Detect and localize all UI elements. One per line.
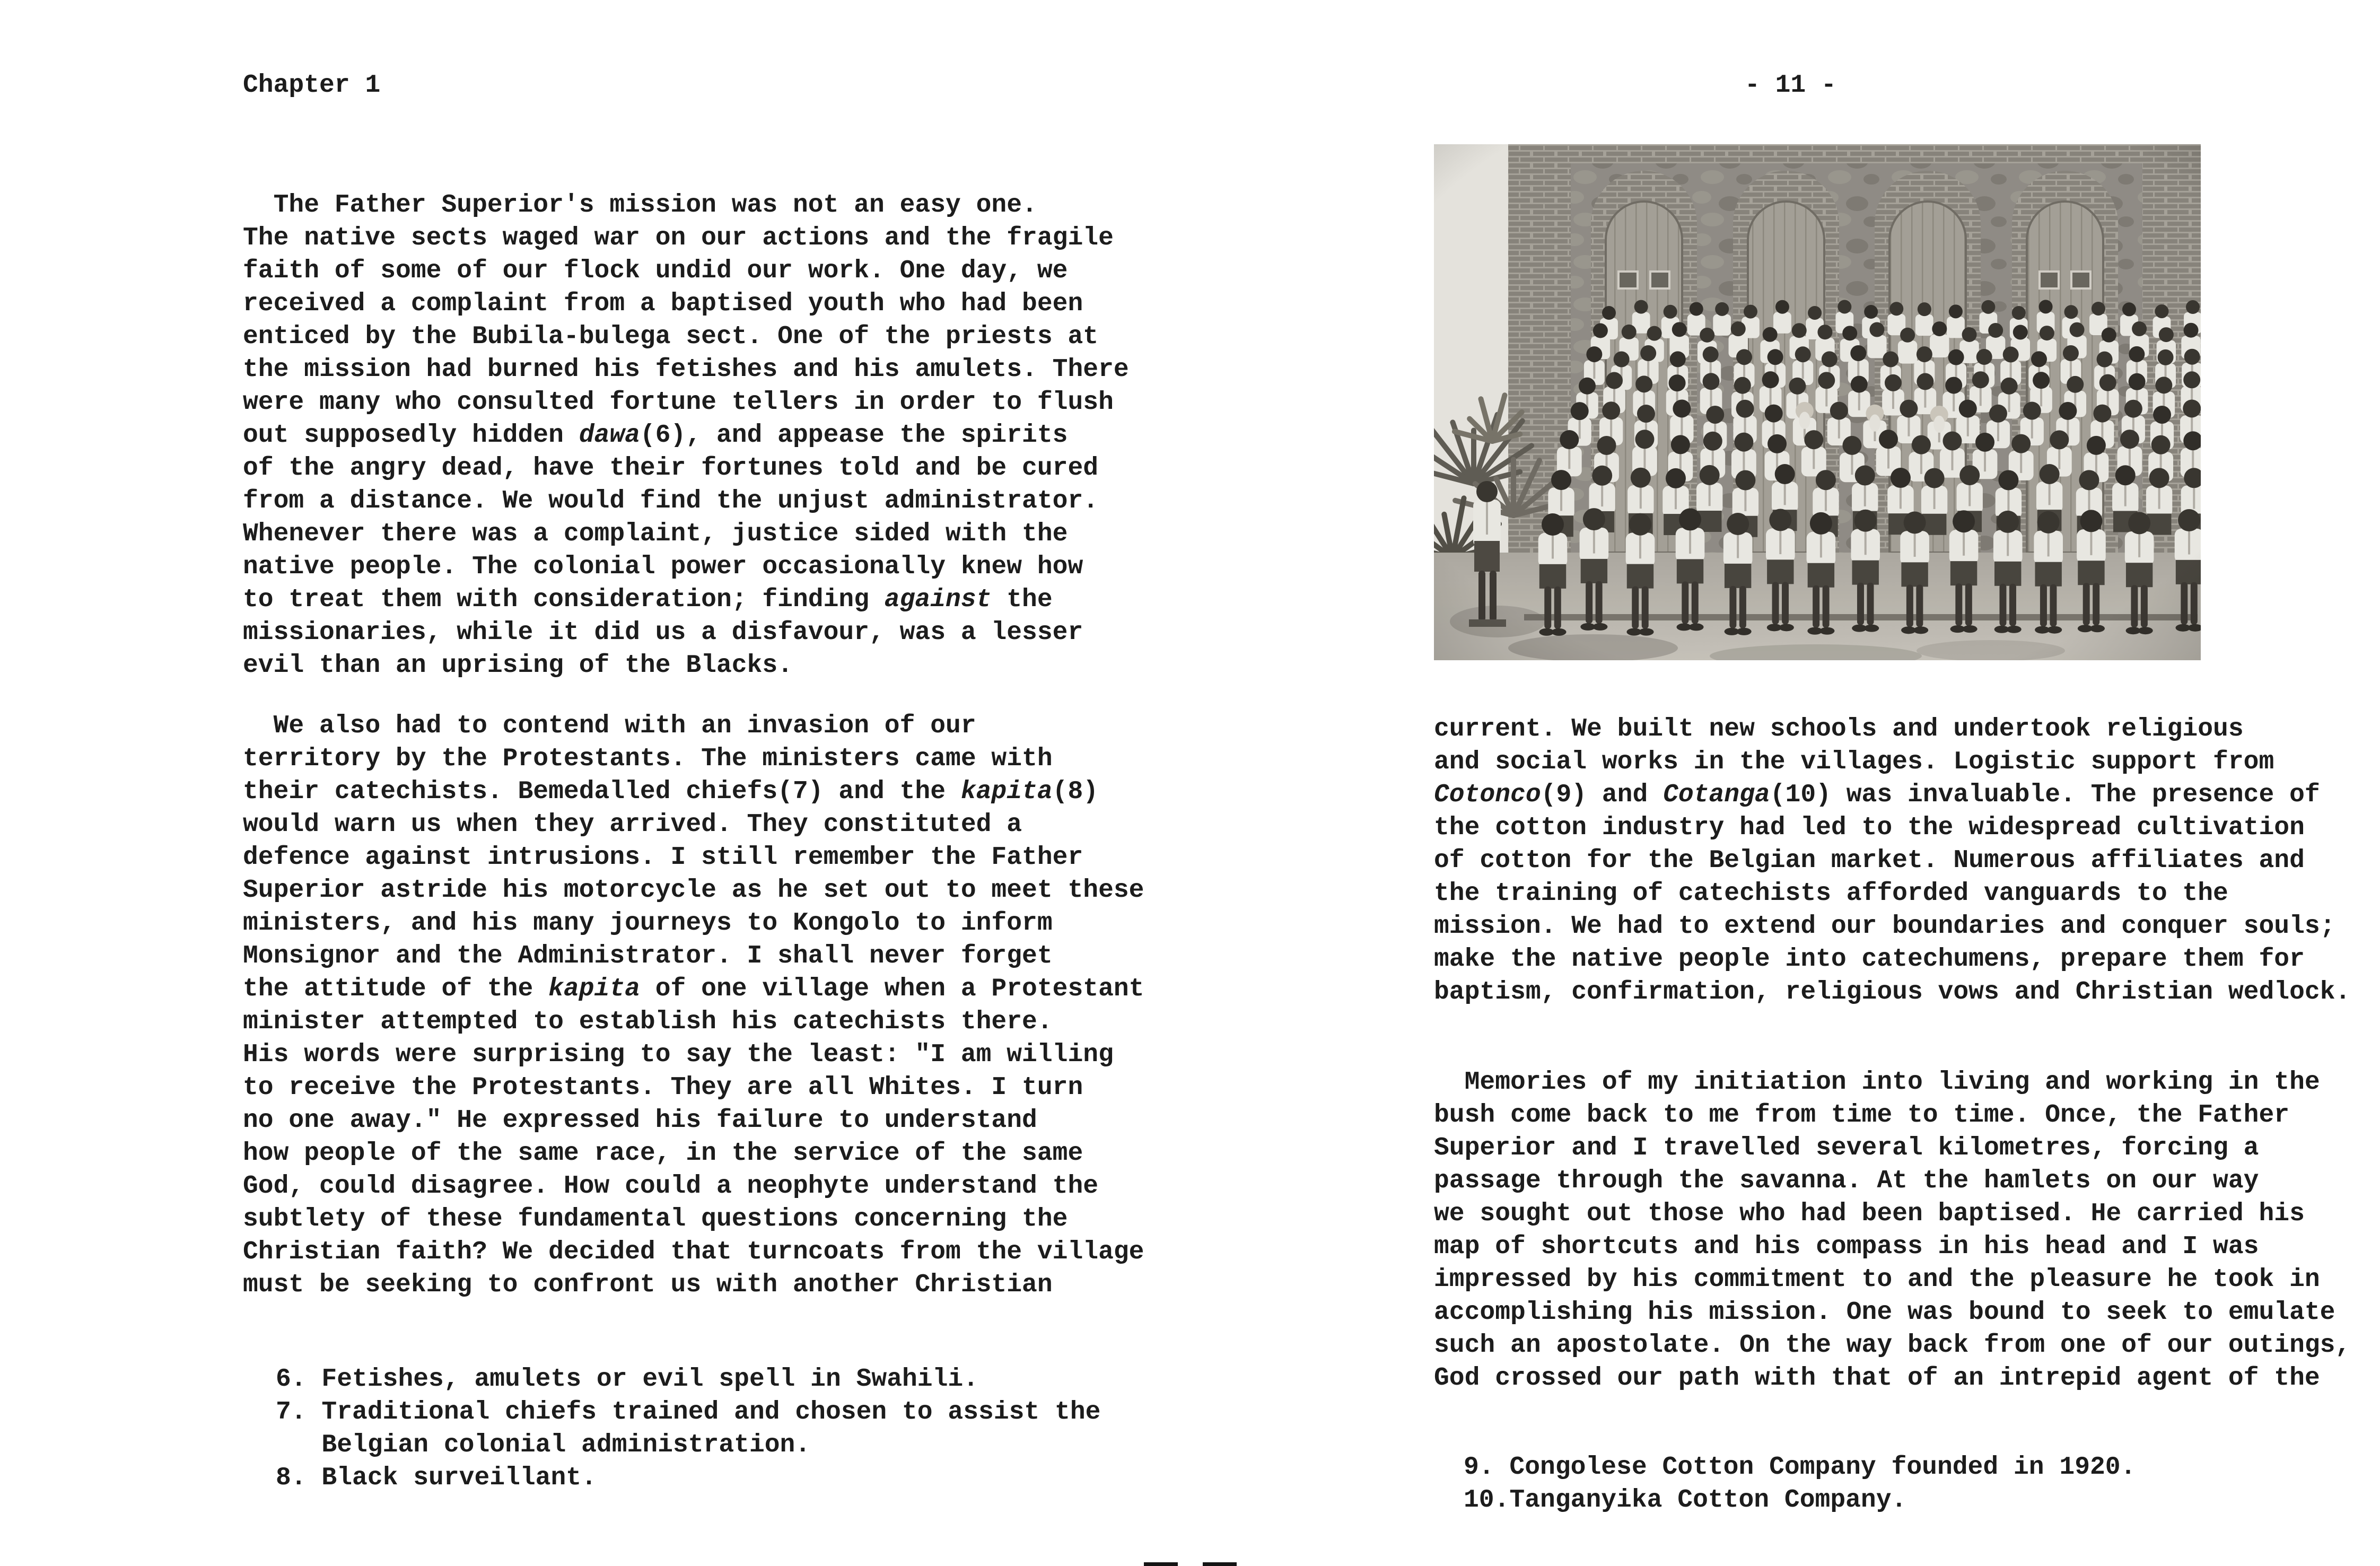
text-line: baptism, confirmation, religious vows and Christian wedlock. <box>1434 978 2351 1007</box>
text-line: impressed by his commitment to and the pleasure he took in <box>1434 1265 2320 1294</box>
text-line: we sought out those who had been baptised. He carried his <box>1434 1200 2305 1228</box>
text-line: Christian faith? We decided that turncoats from the village <box>243 1238 1144 1266</box>
text-line: Memories of my initiation into living and working in the <box>1434 1068 2320 1097</box>
text-line: how people of the same race, in the service of the same <box>243 1139 1083 1168</box>
text-line: 8. Black surveillant. <box>276 1464 597 1492</box>
text-line: territory by the Protestants. The ministers came with <box>243 745 1053 773</box>
text-line: and social works in the villages. Logistic support from <box>1434 748 2274 776</box>
text-line: make the native people into catechumens, prepare them for <box>1434 945 2305 974</box>
right-page-paragraph-1 <box>1434 713 2350 1009</box>
text-line: out supposedly hidden dawa(6), and appease the spirits <box>243 421 1068 450</box>
bottom-crop-mark-left <box>1144 1562 1178 1566</box>
text-line: ministers, and his many journeys to Kongolo to inform <box>243 909 1053 938</box>
text-line: to receive the Protestants. They are all Whites. I turn <box>243 1073 1083 1102</box>
text-line: faith of some of our flock undid our work. One day, we <box>243 257 1068 285</box>
text-line: the cotton industry had led to the widespread cultivation <box>1434 813 2305 842</box>
text-line: to treat them with consideration; finding against the <box>243 585 1053 614</box>
text-line: The Father Superior's mission was not an easy one. <box>243 191 1037 220</box>
text-line: Monsignor and the Administrator. I shall never forget <box>243 942 1053 970</box>
text-line: missionaries, while it did us a disfavour, was a lesser <box>243 618 1083 647</box>
left-page-footnotes <box>276 1363 1100 1494</box>
text-line: mission. We had to extend our boundaries and conquer souls; <box>1434 912 2335 941</box>
text-line: 7. Traditional chiefs trained and chosen to assist the <box>276 1398 1101 1427</box>
text-line: native people. The colonial power occasionally knew how <box>243 553 1083 581</box>
page-number: - 11 - <box>1745 71 1836 100</box>
text-line: were many who consulted fortune tellers in order to flush <box>243 388 1114 417</box>
text-line: the attitude of the kapita of one village when a Protestant <box>243 975 1144 1003</box>
left-page-paragraph-2 <box>243 710 1144 1301</box>
text-line: 9. Congolese Cotton Company founded in 1920. <box>1464 1453 2136 1482</box>
text-line: We also had to contend with an invasion of our <box>243 712 976 740</box>
text-line: map of shortcuts and his compass in his head and I was <box>1434 1232 2259 1261</box>
text-line: received a complaint from a baptised youth who had been <box>243 290 1083 318</box>
chapter-header: Chapter 1 <box>243 71 381 100</box>
text-line: Superior and I travelled several kilometres, forcing a <box>1434 1134 2259 1162</box>
text-line: Superior astride his motorcycle as he set out to meet these <box>243 876 1144 905</box>
text-line: would warn us when they arrived. They constituted a <box>243 810 1022 839</box>
text-line: God crossed our path with that of an intrepid agent of the <box>1434 1364 2320 1393</box>
text-line: the mission had burned his fetishes and his amulets. There <box>243 355 1129 384</box>
text-line: Cotonco(9) and Cotanga(10) was invaluable. The presence of <box>1434 781 2320 809</box>
text-line: the training of catechists afforded vanguards to the <box>1434 879 2228 908</box>
text-line: Whenever there was a complaint, justice sided with the <box>243 520 1068 548</box>
text-line: no one away." He expressed his failure to understand <box>243 1106 1037 1135</box>
text-line: God, could disagree. How could a neophyte understand the <box>243 1172 1099 1201</box>
left-page-paragraph-1 <box>243 189 1129 682</box>
text-line: such an apostolate. On the way back from one of our outings, <box>1434 1331 2351 1360</box>
text-line: of the angry dead, have their fortunes told and be cured <box>243 454 1099 483</box>
text-line: accomplishing his mission. One was bound to seek to emulate <box>1434 1298 2335 1327</box>
text-line: current. We built new schools and undertook religious <box>1434 715 2244 743</box>
text-line: subtlety of these fundamental questions concerning the <box>243 1205 1068 1233</box>
text-line: Belgian colonial administration. <box>276 1431 811 1459</box>
text-line: must be seeking to confront us with another Christian <box>243 1271 1053 1299</box>
right-page-paragraph-2 <box>1434 1066 2350 1395</box>
right-page-footnotes <box>1464 1451 2136 1517</box>
text-line: enticed by the Bubila-bulega sect. One of the priests at <box>243 322 1099 351</box>
text-line: 10.Tanganyika Cotton Company. <box>1464 1486 1907 1515</box>
text-line: bush come back to me from time to time. Once, the Father <box>1434 1101 2290 1130</box>
text-line: defence against intrusions. I still remember the Father <box>243 843 1083 872</box>
text-line: passage through the savanna. At the hamlets on our way <box>1434 1167 2259 1195</box>
mission-group-photo <box>1434 144 2201 660</box>
text-line: 6. Fetishes, amulets or evil spell in Swahili. <box>276 1365 979 1394</box>
text-line: of cotton for the Belgian market. Numerous affiliates and <box>1434 846 2305 875</box>
text-line: their catechists. Bemedalled chiefs(7) and the kapita(8) <box>243 777 1099 806</box>
text-line: His words were surprising to say the least: "I am willing <box>243 1040 1114 1069</box>
text-line: The native sects waged war on our actions and the fragile <box>243 224 1114 252</box>
text-line: evil than an uprising of the Blacks. <box>243 651 793 680</box>
bottom-crop-mark-right <box>1203 1562 1237 1566</box>
text-line: from a distance. We would find the unjust administrator. <box>243 487 1099 515</box>
text-line: minister attempted to establish his catechists there. <box>243 1008 1053 1036</box>
